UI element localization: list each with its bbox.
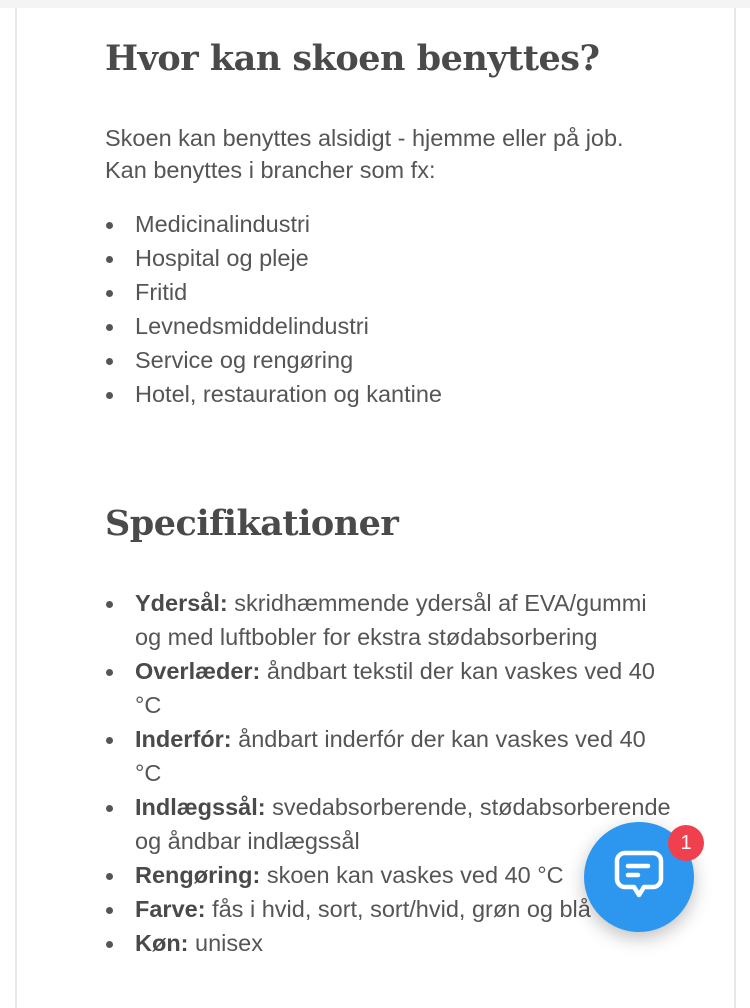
list-item: Fritid xyxy=(105,275,685,309)
spec-text: skridhæmmende ydersål af EVA/gummi og med luftbobler for ekstra stødabsorbering xyxy=(135,590,647,650)
spec-text: svedabsorberende, stødabsorberende og åndbar indlægssål xyxy=(135,794,671,854)
list-item: Hospital og pleje xyxy=(105,241,685,275)
chat-bubble-icon xyxy=(613,847,665,908)
section-title-specs: Specifikationer xyxy=(105,503,399,544)
spec-text: unisex xyxy=(188,930,263,956)
section-title-use: Hvor kan skoen benyttes? xyxy=(105,38,600,79)
list-item: Levnedsmiddelindustri xyxy=(105,309,685,343)
spec-label: Køn: xyxy=(135,930,189,956)
list-item: Medicinalindustri xyxy=(105,207,685,241)
spec-text: åndbart inderfór der kan vaskes ved 40 °C xyxy=(135,726,646,786)
spec-item xyxy=(105,586,675,654)
spec-label: Farve: xyxy=(135,896,206,922)
spec-item xyxy=(105,654,675,722)
spec-label: Ydersål: xyxy=(135,590,228,616)
spec-label: Rengøring: xyxy=(135,862,261,888)
spec-text: åndbart tekstil der kan vaskes ved 40 °C xyxy=(135,658,655,718)
spec-text: skoen kan vaskes ved 40 °C xyxy=(260,862,564,888)
spec-text: fås i hvid, sort, sort/hvid, grøn og blå xyxy=(205,896,591,922)
spec-label: Inderfór: xyxy=(135,726,232,752)
list-item: Hotel, restauration og kantine xyxy=(105,377,685,411)
spec-label: Indlægssål: xyxy=(135,794,266,820)
spec-list xyxy=(105,586,675,960)
spec-item xyxy=(105,790,675,858)
spec-item xyxy=(105,722,675,790)
intro-line-2: Kan benyttes i brancher som fx: xyxy=(105,157,436,183)
intro-line-1: Skoen kan benyttes alsidigt - hjemme eller på job. xyxy=(105,125,624,151)
list-item: Service og rengøring xyxy=(105,343,685,377)
spec-item xyxy=(105,926,675,960)
use-list xyxy=(105,207,685,411)
notification-badge: 1 xyxy=(668,825,704,861)
spec-label: Overlæder: xyxy=(135,658,261,684)
top-strip xyxy=(0,0,750,8)
intro-text xyxy=(105,122,705,186)
